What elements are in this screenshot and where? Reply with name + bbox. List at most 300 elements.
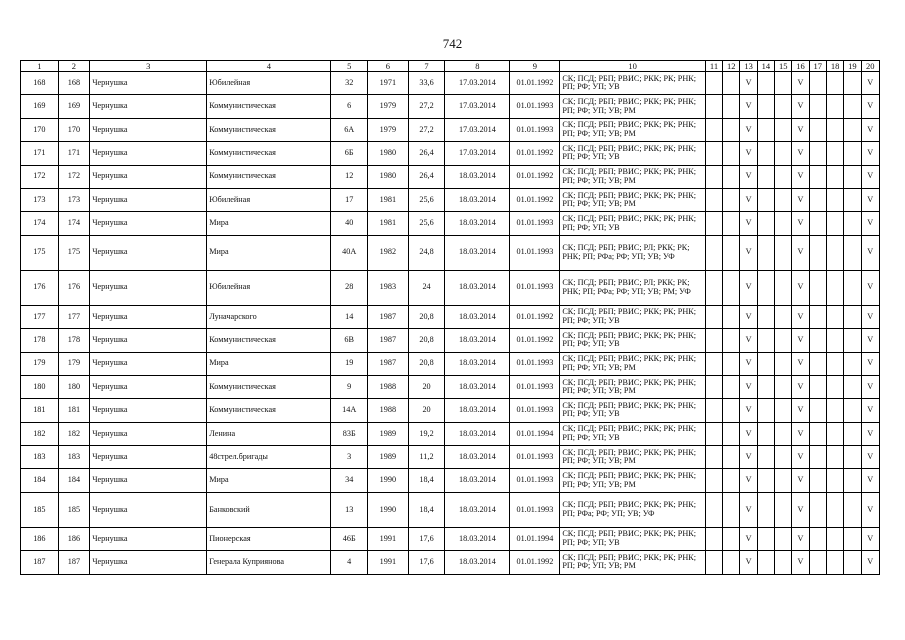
mark-cell: V [861, 469, 879, 492]
mark-cell [844, 352, 861, 375]
year-cell: 1983 [368, 270, 409, 305]
start-date-cell: 01.01.1993 [510, 118, 560, 141]
mark-cell [826, 305, 843, 328]
start-date-cell: 01.01.1993 [510, 352, 560, 375]
services-cell: СК; ПСД; РБП; РВИС; РКК; РК; РНК; РП; РФ; УП; УВ; РМ [560, 469, 706, 492]
date-cell: 18.03.2014 [445, 352, 510, 375]
mark-cell: V [740, 422, 757, 445]
street-cell: Юбилейная [207, 188, 331, 211]
row-number-secondary: 180 [58, 375, 90, 398]
mark-cell [844, 95, 861, 118]
start-date-cell: 01.01.1993 [510, 235, 560, 270]
mark-cell [826, 492, 843, 527]
row-number: 177 [21, 305, 59, 328]
row-number-secondary: 181 [58, 399, 90, 422]
table-row [21, 235, 880, 270]
mark-cell: V [861, 188, 879, 211]
mark-cell: V [740, 270, 757, 305]
date-cell: 18.03.2014 [445, 492, 510, 527]
mark-cell: V [861, 422, 879, 445]
wear-percent-cell: 25,6 [408, 188, 445, 211]
mark-cell [723, 329, 740, 352]
mark-cell: V [740, 329, 757, 352]
table-row [21, 399, 880, 422]
mark-cell [809, 551, 826, 574]
table-row [21, 422, 880, 445]
settlement-cell: Чернушка [90, 95, 207, 118]
start-date-cell: 01.01.1992 [510, 165, 560, 188]
row-number: 173 [21, 188, 59, 211]
table-row [21, 212, 880, 235]
settlement-cell: Чернушка [90, 72, 207, 95]
year-cell: 1991 [368, 527, 409, 550]
date-cell: 17.03.2014 [445, 95, 510, 118]
row-number-secondary: 169 [58, 95, 90, 118]
services-cell: СК; ПСД; РБП; РВИС; РКК; РК; РНК; РП; РФ; УП; УВ [560, 142, 706, 165]
settlement-cell: Чернушка [90, 165, 207, 188]
settlement-cell: Чернушка [90, 270, 207, 305]
mark-cell [809, 235, 826, 270]
row-number-secondary: 187 [58, 551, 90, 574]
mark-cell [723, 235, 740, 270]
date-cell: 18.03.2014 [445, 212, 510, 235]
mark-cell [705, 329, 722, 352]
row-number-secondary: 170 [58, 118, 90, 141]
mark-cell: V [792, 188, 809, 211]
mark-cell: V [861, 375, 879, 398]
column-header: 1 [21, 61, 59, 72]
mark-cell [757, 188, 774, 211]
row-number-secondary: 182 [58, 422, 90, 445]
mark-cell [757, 352, 774, 375]
house-number-cell: 4 [331, 551, 368, 574]
mark-cell [844, 142, 861, 165]
mark-cell [757, 118, 774, 141]
year-cell: 1980 [368, 142, 409, 165]
start-date-cell: 01.01.1992 [510, 188, 560, 211]
house-number-cell: 14 [331, 305, 368, 328]
row-number: 169 [21, 95, 59, 118]
row-number-secondary: 178 [58, 329, 90, 352]
row-number: 172 [21, 165, 59, 188]
mark-cell [775, 527, 792, 550]
year-cell: 1982 [368, 235, 409, 270]
mark-cell [809, 305, 826, 328]
mark-cell [705, 375, 722, 398]
date-cell: 18.03.2014 [445, 446, 510, 469]
mark-cell [809, 329, 826, 352]
mark-cell [723, 212, 740, 235]
row-number: 176 [21, 270, 59, 305]
mark-cell [826, 527, 843, 550]
column-header: 6 [368, 61, 409, 72]
mark-cell [844, 72, 861, 95]
start-date-cell: 01.01.1993 [510, 270, 560, 305]
mark-cell [723, 446, 740, 469]
row-number: 187 [21, 551, 59, 574]
mark-cell [705, 72, 722, 95]
mark-cell [809, 188, 826, 211]
mark-cell [775, 118, 792, 141]
table-header [21, 61, 880, 72]
mark-cell [809, 212, 826, 235]
year-cell: 1989 [368, 446, 409, 469]
settlement-cell: Чернушка [90, 469, 207, 492]
mark-cell [809, 446, 826, 469]
table-row [21, 72, 880, 95]
mark-cell: V [740, 235, 757, 270]
mark-cell: V [792, 212, 809, 235]
table-row [21, 551, 880, 574]
mark-cell [757, 329, 774, 352]
wear-percent-cell: 20,8 [408, 305, 445, 328]
mark-cell [705, 188, 722, 211]
mark-cell [844, 165, 861, 188]
mark-cell [757, 212, 774, 235]
row-number: 168 [21, 72, 59, 95]
mark-cell: V [792, 72, 809, 95]
house-number-cell: 34 [331, 469, 368, 492]
date-cell: 18.03.2014 [445, 399, 510, 422]
row-number: 183 [21, 446, 59, 469]
start-date-cell: 01.01.1993 [510, 375, 560, 398]
date-cell: 18.03.2014 [445, 329, 510, 352]
mark-cell [844, 551, 861, 574]
house-number-cell: 12 [331, 165, 368, 188]
mark-cell [757, 305, 774, 328]
mark-cell: V [861, 492, 879, 527]
table-row [21, 118, 880, 141]
mark-cell [775, 305, 792, 328]
mark-cell [723, 305, 740, 328]
mark-cell [826, 235, 843, 270]
mark-cell [705, 270, 722, 305]
mark-cell [757, 235, 774, 270]
mark-cell [705, 399, 722, 422]
column-header: 10 [560, 61, 706, 72]
services-cell: СК; ПСД; РБП; РВИС; РКК; РК; РНК; РП; РФ; УП; УВ [560, 305, 706, 328]
wear-percent-cell: 18,4 [408, 492, 445, 527]
mark-cell [723, 95, 740, 118]
year-cell: 1979 [368, 95, 409, 118]
mark-cell [705, 235, 722, 270]
settlement-cell: Чернушка [90, 375, 207, 398]
mark-cell [757, 375, 774, 398]
wear-percent-cell: 17,6 [408, 527, 445, 550]
column-header: 18 [826, 61, 843, 72]
settlement-cell: Чернушка [90, 329, 207, 352]
mark-cell [844, 469, 861, 492]
mark-cell: V [861, 165, 879, 188]
date-cell: 18.03.2014 [445, 422, 510, 445]
mark-cell: V [861, 399, 879, 422]
start-date-cell: 01.01.1992 [510, 142, 560, 165]
start-date-cell: 01.01.1994 [510, 422, 560, 445]
mark-cell: V [861, 235, 879, 270]
start-date-cell: 01.01.1993 [510, 469, 560, 492]
table-row [21, 329, 880, 352]
column-header: 11 [705, 61, 722, 72]
table-row [21, 527, 880, 550]
wear-percent-cell: 18,4 [408, 469, 445, 492]
row-number: 181 [21, 399, 59, 422]
mark-cell [775, 446, 792, 469]
date-cell: 18.03.2014 [445, 165, 510, 188]
year-cell: 1990 [368, 492, 409, 527]
mark-cell [844, 446, 861, 469]
mark-cell [809, 118, 826, 141]
table-row [21, 469, 880, 492]
mark-cell [775, 188, 792, 211]
start-date-cell: 01.01.1993 [510, 492, 560, 527]
street-cell: 48стрел.бригады [207, 446, 331, 469]
date-cell: 18.03.2014 [445, 235, 510, 270]
mark-cell [775, 235, 792, 270]
mark-cell: V [792, 165, 809, 188]
mark-cell: V [861, 95, 879, 118]
mark-cell [723, 527, 740, 550]
mark-cell [809, 72, 826, 95]
row-number: 178 [21, 329, 59, 352]
settlement-cell: Чернушка [90, 305, 207, 328]
mark-cell [775, 329, 792, 352]
settlement-cell: Чернушка [90, 212, 207, 235]
row-number: 185 [21, 492, 59, 527]
mark-cell [723, 352, 740, 375]
mark-cell [826, 118, 843, 141]
mark-cell [775, 375, 792, 398]
mark-cell [775, 212, 792, 235]
mark-cell [723, 118, 740, 141]
mark-cell [844, 329, 861, 352]
mark-cell [757, 422, 774, 445]
services-cell: СК; ПСД; РБП; РВИС; РКК; РК; РНК; РП; РФ; УП; УВ; РМ [560, 118, 706, 141]
mark-cell [757, 72, 774, 95]
mark-cell: V [861, 446, 879, 469]
services-cell: СК; ПСД; РБП; РВИС; РКК; РК; РНК; РП; РФ; УП; УВ; РМ [560, 446, 706, 469]
table-row [21, 492, 880, 527]
wear-percent-cell: 26,4 [408, 142, 445, 165]
mark-cell [705, 212, 722, 235]
mark-cell [775, 95, 792, 118]
start-date-cell: 01.01.1993 [510, 446, 560, 469]
column-header: 14 [757, 61, 774, 72]
date-cell: 18.03.2014 [445, 527, 510, 550]
row-number: 179 [21, 352, 59, 375]
mark-cell: V [861, 329, 879, 352]
mark-cell [844, 118, 861, 141]
mark-cell [705, 165, 722, 188]
house-number-cell: 28 [331, 270, 368, 305]
house-number-cell: 40 [331, 212, 368, 235]
mark-cell: V [740, 72, 757, 95]
mark-cell [705, 118, 722, 141]
house-number-cell: 6Б [331, 142, 368, 165]
settlement-cell: Чернушка [90, 188, 207, 211]
house-number-cell: 14А [331, 399, 368, 422]
mark-cell [826, 399, 843, 422]
mark-cell [705, 527, 722, 550]
house-number-cell: 6 [331, 95, 368, 118]
mark-cell: V [861, 527, 879, 550]
date-cell: 17.03.2014 [445, 118, 510, 141]
mark-cell [757, 551, 774, 574]
year-cell: 1987 [368, 329, 409, 352]
start-date-cell: 01.01.1993 [510, 399, 560, 422]
mark-cell [809, 399, 826, 422]
row-number-secondary: 173 [58, 188, 90, 211]
mark-cell [705, 469, 722, 492]
services-cell: СК; ПСД; РБП; РВИС; РКК; РК; РНК; РП; РФ; УП; УВ [560, 212, 706, 235]
mark-cell [844, 188, 861, 211]
services-cell: СК; ПСД; РБП; РВИС; РКК; РК; РНК; РП; РФ; УП; УВ [560, 72, 706, 95]
street-cell: Коммунистическая [207, 375, 331, 398]
street-cell: Мира [207, 352, 331, 375]
row-number-secondary: 177 [58, 305, 90, 328]
mark-cell [705, 142, 722, 165]
street-cell: Генерала Куприянова [207, 551, 331, 574]
mark-cell: V [740, 446, 757, 469]
house-number-cell: 17 [331, 188, 368, 211]
services-cell: СК; ПСД; РБП; РВИС; РКК; РК; РНК; РП; РФ; УП; УВ; РМ [560, 375, 706, 398]
services-cell: СК; ПСД; РБП; РВИС; РЛ; РКК; РК; РНК; РП; РФа; РФ; УП; УВ; РМ; УФ [560, 270, 706, 305]
street-cell: Мира [207, 212, 331, 235]
start-date-cell: 01.01.1993 [510, 95, 560, 118]
services-cell: СК; ПСД; РБП; РВИС; РЛ; РКК; РК; РНК; РП; РФа; РФ; УП; УВ; УФ [560, 235, 706, 270]
wear-percent-cell: 33,6 [408, 72, 445, 95]
settlement-cell: Чернушка [90, 142, 207, 165]
column-header: 15 [775, 61, 792, 72]
mark-cell [705, 446, 722, 469]
column-header: 8 [445, 61, 510, 72]
wear-percent-cell: 11,2 [408, 446, 445, 469]
settlement-cell: Чернушка [90, 352, 207, 375]
mark-cell [809, 142, 826, 165]
services-cell: СК; ПСД; РБП; РВИС; РКК; РК; РНК; РП; РФа; РФ; УП; УВ; УФ [560, 492, 706, 527]
mark-cell: V [740, 492, 757, 527]
mark-cell [723, 492, 740, 527]
mark-cell [705, 305, 722, 328]
house-number-cell: 6В [331, 329, 368, 352]
date-cell: 18.03.2014 [445, 270, 510, 305]
year-cell: 1979 [368, 118, 409, 141]
mark-cell [826, 375, 843, 398]
mark-cell [809, 352, 826, 375]
mark-cell [723, 142, 740, 165]
page-number: 742 [442, 36, 463, 51]
mark-cell [775, 165, 792, 188]
column-header: 3 [90, 61, 207, 72]
start-date-cell: 01.01.1994 [510, 527, 560, 550]
house-number-cell: 19 [331, 352, 368, 375]
street-cell: Коммунистическая [207, 95, 331, 118]
mark-cell [723, 165, 740, 188]
row-number-secondary: 174 [58, 212, 90, 235]
start-date-cell: 01.01.1992 [510, 329, 560, 352]
mark-cell [757, 492, 774, 527]
column-header: 20 [861, 61, 879, 72]
wear-percent-cell: 20,8 [408, 352, 445, 375]
table-row [21, 142, 880, 165]
mark-cell: V [740, 142, 757, 165]
row-number-secondary: 179 [58, 352, 90, 375]
year-cell: 1988 [368, 375, 409, 398]
settlement-cell: Чернушка [90, 551, 207, 574]
mark-cell [705, 422, 722, 445]
start-date-cell: 01.01.1992 [510, 305, 560, 328]
mark-cell: V [740, 527, 757, 550]
mark-cell [775, 72, 792, 95]
column-header: 2 [58, 61, 90, 72]
settlement-cell: Чернушка [90, 446, 207, 469]
column-header: 12 [723, 61, 740, 72]
house-number-cell: 40А [331, 235, 368, 270]
wear-percent-cell: 19,2 [408, 422, 445, 445]
mark-cell [809, 422, 826, 445]
mark-cell [757, 165, 774, 188]
year-cell: 1987 [368, 352, 409, 375]
mark-cell: V [740, 551, 757, 574]
mark-cell: V [740, 188, 757, 211]
wear-percent-cell: 20 [408, 399, 445, 422]
mark-cell: V [792, 329, 809, 352]
mark-cell: V [740, 352, 757, 375]
row-number-secondary: 175 [58, 235, 90, 270]
date-cell: 18.03.2014 [445, 551, 510, 574]
mark-cell [705, 492, 722, 527]
street-cell: Банковский [207, 492, 331, 527]
mark-cell [826, 551, 843, 574]
date-cell: 18.03.2014 [445, 469, 510, 492]
house-number-cell: 3 [331, 446, 368, 469]
row-number: 175 [21, 235, 59, 270]
mark-cell: V [792, 375, 809, 398]
header-row [21, 61, 880, 72]
row-number: 171 [21, 142, 59, 165]
mark-cell: V [792, 422, 809, 445]
mark-cell: V [792, 95, 809, 118]
mark-cell: V [792, 469, 809, 492]
mark-cell [723, 469, 740, 492]
mark-cell: V [861, 142, 879, 165]
row-number-secondary: 186 [58, 527, 90, 550]
mark-cell: V [792, 551, 809, 574]
column-header: 19 [844, 61, 861, 72]
mark-cell: V [792, 492, 809, 527]
mark-cell [757, 469, 774, 492]
column-header: 5 [331, 61, 368, 72]
mark-cell [826, 329, 843, 352]
column-header: 7 [408, 61, 445, 72]
mark-cell [826, 469, 843, 492]
street-cell: Коммунистическая [207, 399, 331, 422]
table-row [21, 446, 880, 469]
mark-cell [826, 422, 843, 445]
mark-cell [809, 95, 826, 118]
mark-cell: V [740, 95, 757, 118]
mark-cell [844, 422, 861, 445]
mark-cell: V [792, 142, 809, 165]
mark-cell [757, 527, 774, 550]
column-header: 17 [809, 61, 826, 72]
column-header: 9 [510, 61, 560, 72]
column-header: 4 [207, 61, 331, 72]
mark-cell [826, 188, 843, 211]
column-header: 13 [740, 61, 757, 72]
column-header: 16 [792, 61, 809, 72]
mark-cell [757, 270, 774, 305]
street-cell: Коммунистическая [207, 329, 331, 352]
